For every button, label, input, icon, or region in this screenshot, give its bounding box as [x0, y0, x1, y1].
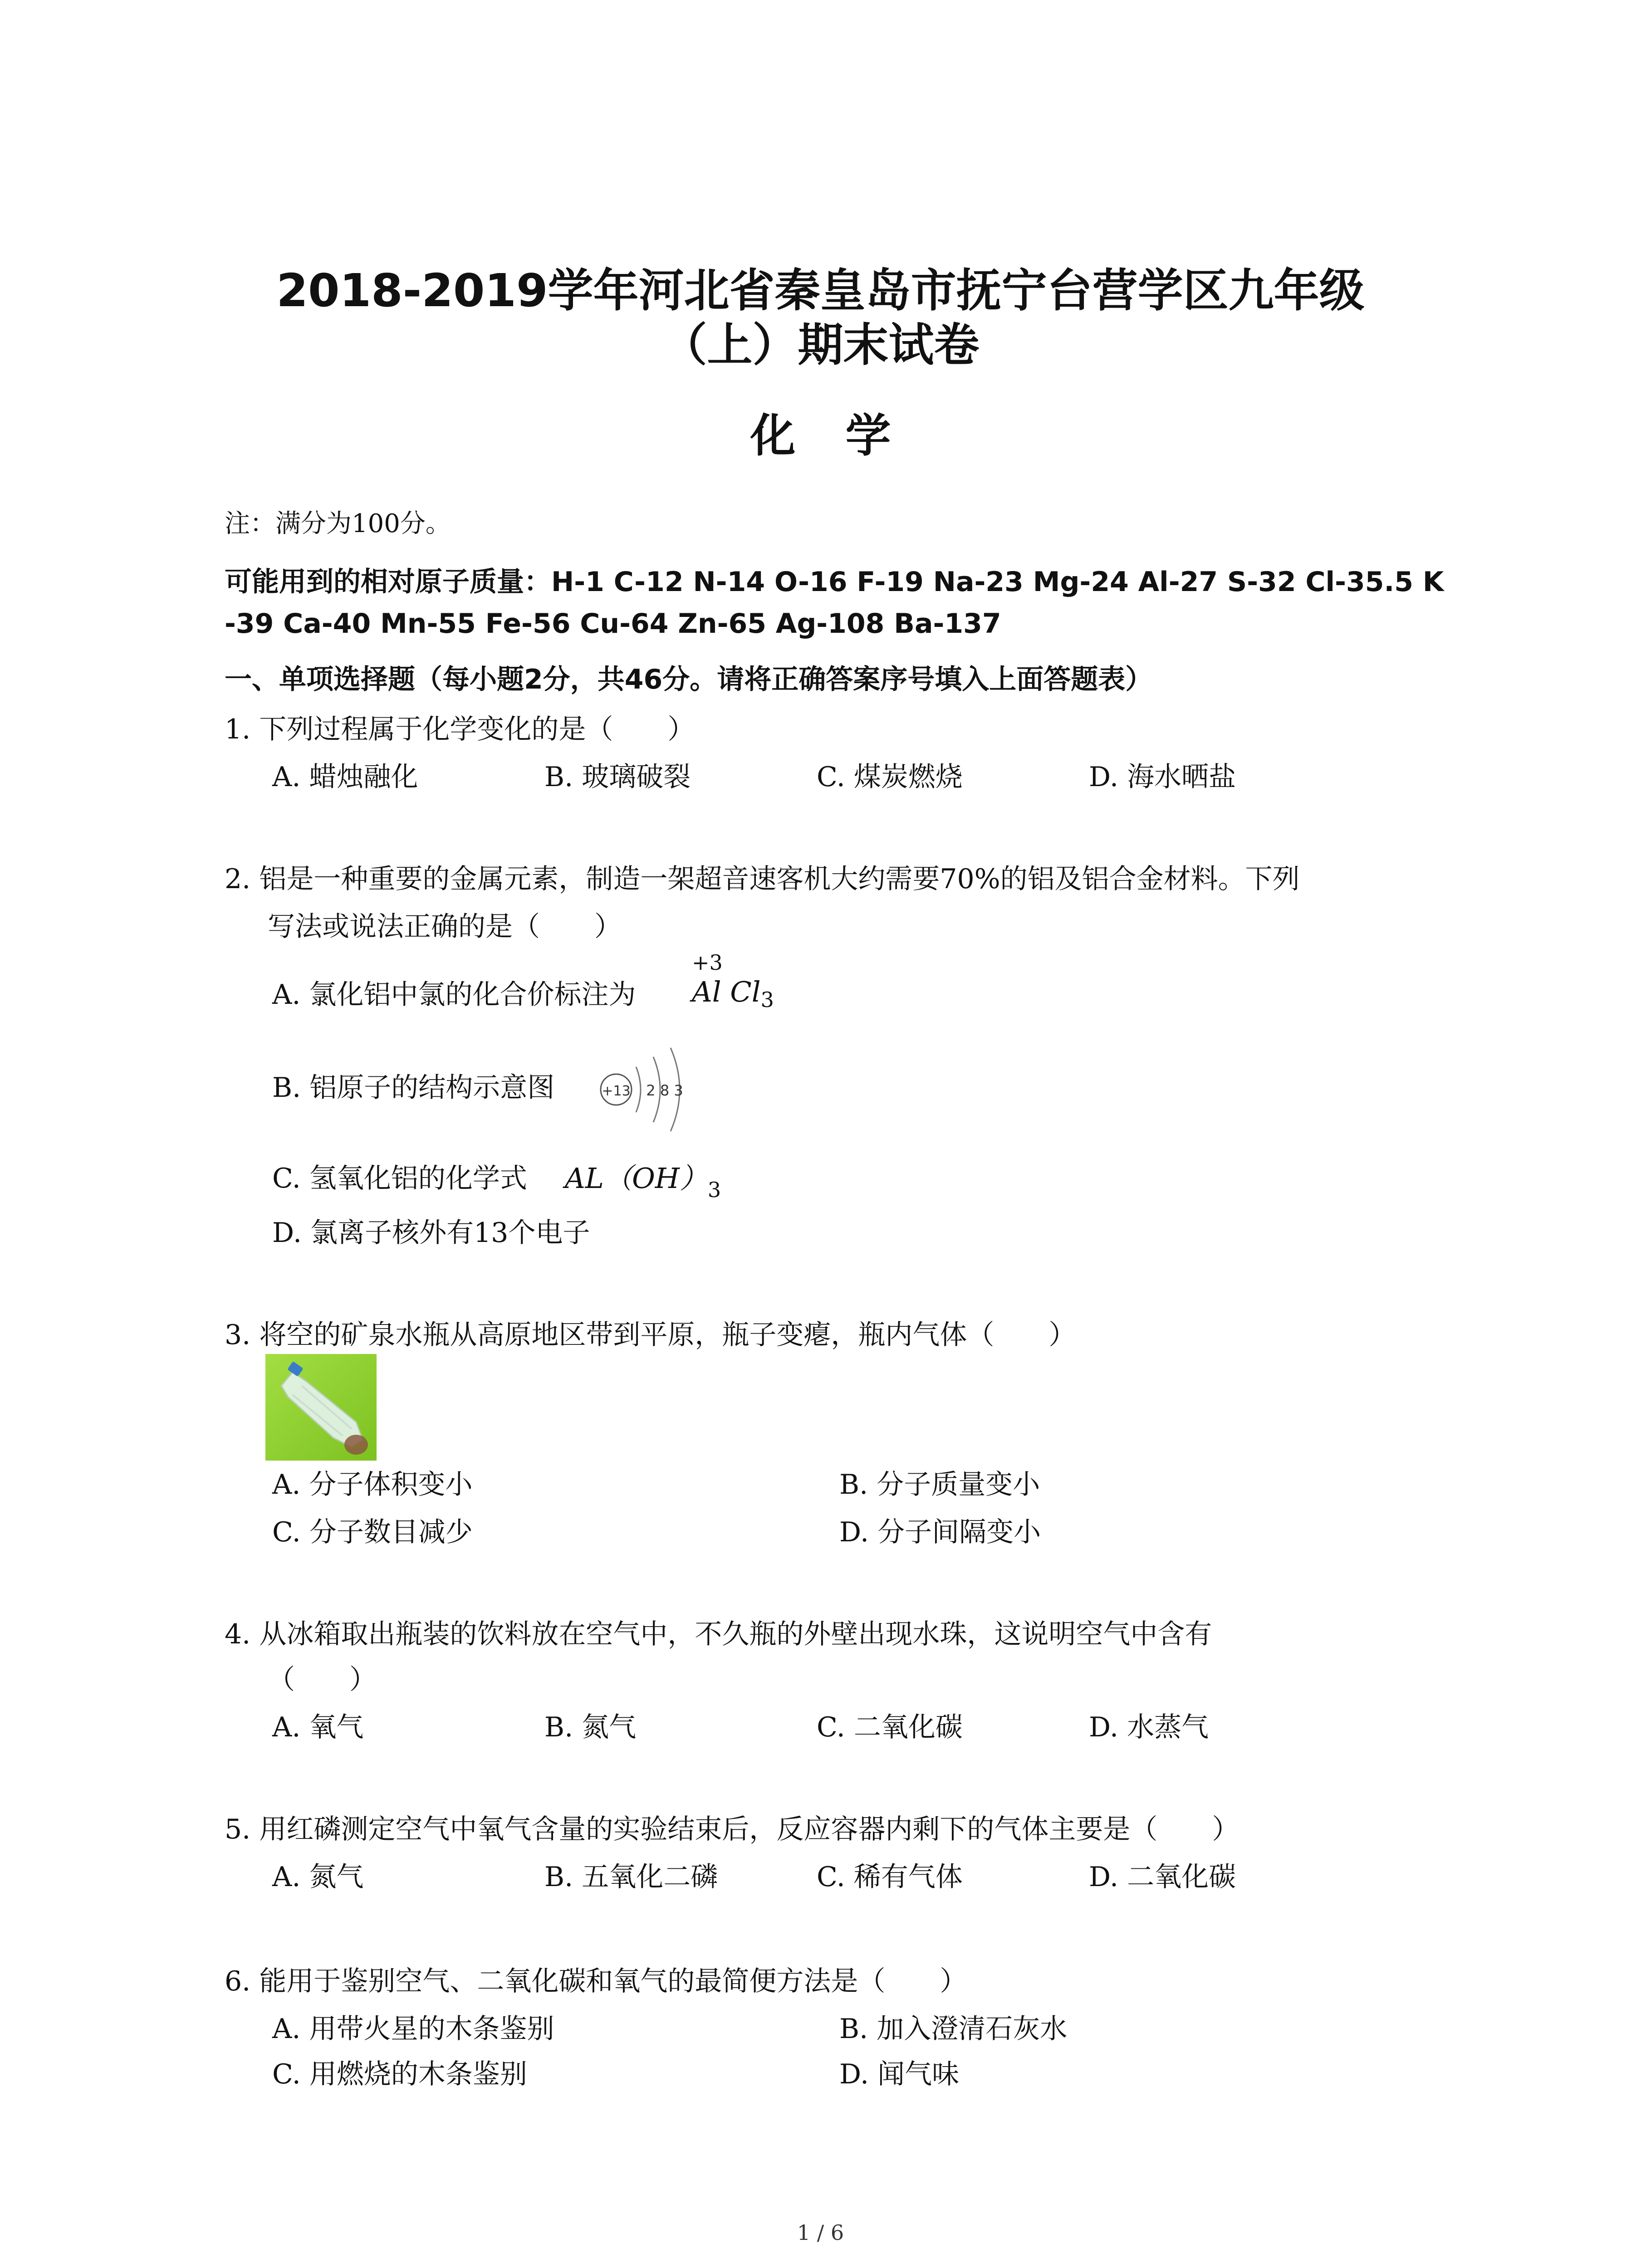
atomic-masses-line-2: -39 Ca-40 Mn-55 Fe-56 Cu-64 Zn-65 Ag-108 Ba-137 — [225, 608, 1001, 640]
question-6-stem: 6. 能用于鉴别空气、二氧化碳和氧气的最简便方法是（ ） — [225, 1965, 967, 1997]
title-line-2: （上）期末试卷 — [661, 318, 980, 371]
question-1-option-d: D. 海水晒盐 — [1089, 761, 1236, 793]
aluminum-chloride-formula: Al Cl3 — [692, 975, 774, 1012]
question-5-option-a: A. 氮气 — [272, 1861, 364, 1893]
nucleus-charge: +13 — [602, 1083, 631, 1099]
question-2-stem-line-1: 2. 铝是一种重要的金属元素，制造一架超音速客机大约需要70%的铝及铝合金材料。下列 — [225, 863, 1300, 895]
aluminum-hydroxide-formula: $AL(OH)_3$ — [565, 1162, 721, 1202]
question-2-option-b: B. 铝原子的结构示意图 — [272, 1072, 555, 1104]
hand-shape — [344, 1435, 368, 1455]
question-6-option-d: D. 闻气味 — [839, 2058, 960, 2090]
question-5-stem: 5. 用红磷测定空气中氧气含量的实验结束后，反应容器内剩下的气体主要是（ ） — [225, 1813, 1239, 1845]
subject-title: 化学 — [750, 409, 941, 462]
question-1-option-b: B. 玻璃破裂 — [544, 761, 691, 793]
question-4-option-a: A. 氧气 — [272, 1711, 364, 1743]
question-5-option-c: C. 稀有气体 — [817, 1861, 963, 1893]
electron-shell-1 — [636, 1067, 641, 1112]
question-3-option-a: A. 分子体积变小 — [272, 1469, 473, 1501]
valence-superscript: +3 — [692, 950, 723, 975]
question-6-option-b: B. 加入澄清石灰水 — [839, 2013, 1068, 2045]
question-1-option-c: C. 煤炭燃烧 — [817, 761, 963, 793]
question-2-option-d: D. 氯离子核外有13个电子 — [272, 1217, 590, 1249]
question-4-option-c: C. 二氧化碳 — [817, 1711, 963, 1743]
page-number: 1 / 6 — [797, 2220, 844, 2245]
question-2-stem-line-2: 写法或说法正确的是（ ） — [268, 911, 622, 943]
question-4-option-b: B. 氮气 — [544, 1711, 637, 1743]
aluminum-atom-structure-diagram — [594, 1030, 703, 1139]
shell-electron-counts: 2 8 3 — [646, 1082, 683, 1099]
section-heading: 一、单项选择题（每小题2分，共46分。请将正确答案序号填入上面答题表） — [225, 664, 1153, 695]
atomic-masses-line-1: 可能用到的相对原子质量：H-1 C-12 N-14 O-16 F-19 Na-23 Mg-24 Al-27 S-32 Cl-35.5 K — [225, 566, 1444, 598]
question-1-option-a: A. 蜡烛融化 — [272, 761, 418, 793]
question-6-option-c: C. 用燃烧的木条鉴别 — [272, 2058, 527, 2090]
title-line-1: 2018-2019学年河北省秦皇岛市抚宁台营学区九年级 — [276, 264, 1365, 317]
question-2-option-a: A. 氯化铝中氯的化合价标注为 — [272, 979, 636, 1011]
question-4-stem-line-1: 4. 从冰箱取出瓶装的饮料放在空气中，不久瓶的外壁出现水珠，这说明空气中含有 — [225, 1618, 1212, 1650]
question-4-option-d: D. 水蒸气 — [1089, 1711, 1209, 1743]
score-note: 注：满分为100分。 — [225, 509, 451, 538]
question-4-stem-line-2: （ ） — [268, 1664, 377, 1696]
question-3-option-b: B. 分子质量变小 — [839, 1469, 1040, 1501]
question-1-stem: 1. 下列过程属于化学变化的是（ ） — [225, 714, 695, 745]
question-3-option-d: D. 分子间隔变小 — [839, 1516, 1041, 1548]
question-5-option-d: D. 二氧化碳 — [1089, 1861, 1236, 1893]
question-3-stem: 3. 将空的矿泉水瓶从高原地区带到平原，瓶子变瘪，瓶内气体（ ） — [225, 1319, 1076, 1351]
question-2-option-c: C. 氢氧化铝的化学式 — [272, 1163, 527, 1194]
question-3-option-c: C. 分子数目减少 — [272, 1516, 473, 1548]
question-5-option-b: B. 五氧化二磷 — [544, 1861, 718, 1893]
question-6-option-a: A. 用带火星的木条鉴别 — [272, 2013, 554, 2045]
crushed-water-bottle-image — [265, 1354, 377, 1461]
